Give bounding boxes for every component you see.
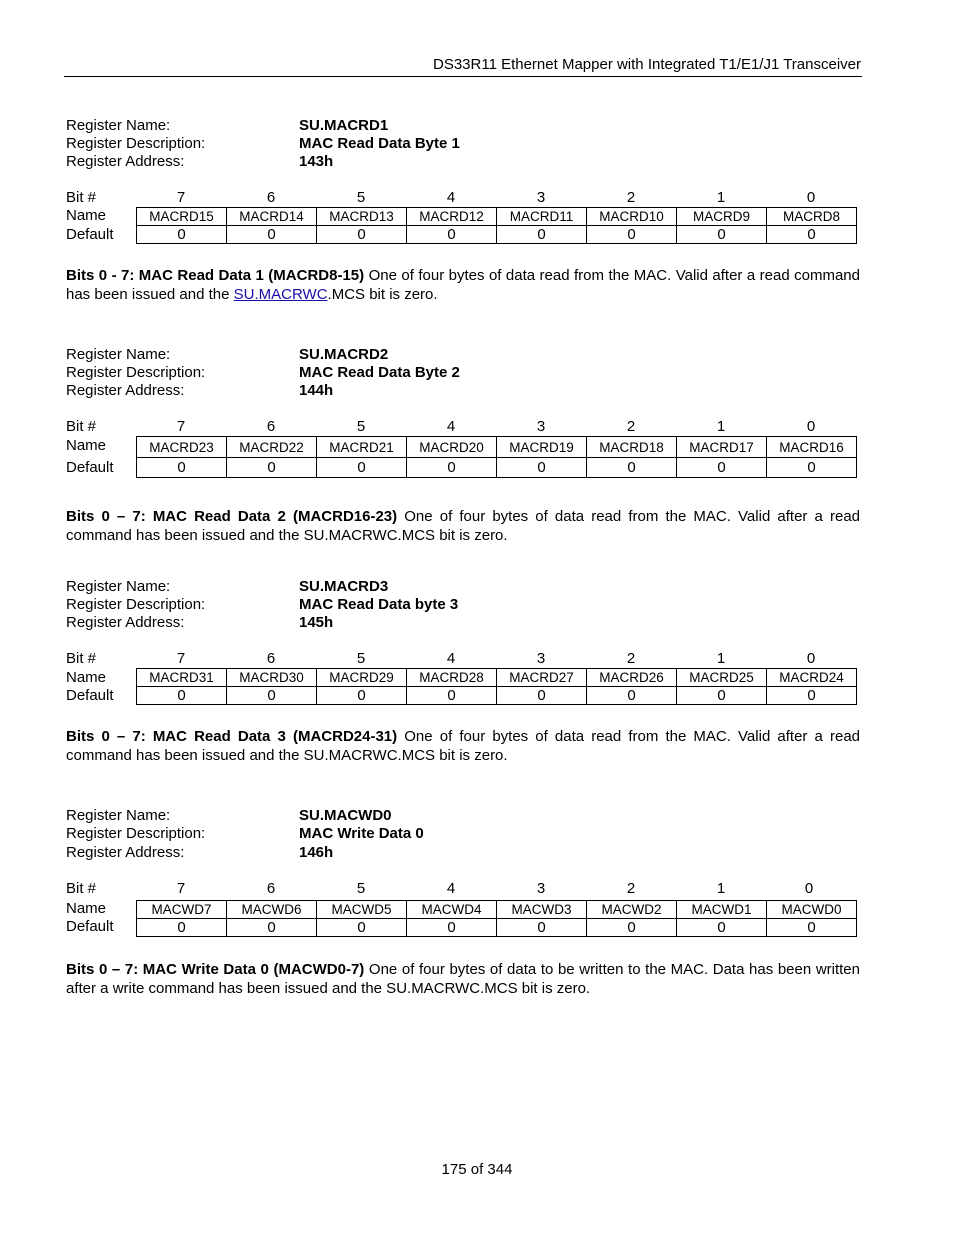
- default-cell: 0: [497, 458, 587, 478]
- default-cell: 0: [767, 458, 857, 478]
- register-name-value: SU.MACRD1: [299, 117, 389, 134]
- register-name-label: Register Name:: [66, 578, 171, 595]
- bit-number: 1: [716, 418, 726, 435]
- bit-name-cell: MACRD29: [317, 669, 407, 687]
- bit-number: 2: [626, 418, 636, 435]
- bit-number: 1: [716, 189, 726, 206]
- bit-number: 6: [266, 189, 276, 206]
- bit-number: 1: [716, 650, 726, 667]
- register-info: [66, 807, 862, 863]
- register-name-label: Register Name:: [66, 807, 171, 824]
- register-info: [66, 578, 862, 634]
- bit-name-cell: MACRD25: [677, 669, 767, 687]
- bit-number: 3: [536, 189, 546, 206]
- bit-number: 6: [266, 418, 276, 435]
- bit-name-cell: MACRD31: [137, 669, 227, 687]
- register-name-value: SU.MACWD0: [299, 807, 392, 824]
- bit-number: 3: [536, 418, 546, 435]
- default-cell: 0: [587, 687, 677, 705]
- register-block-macrd2: [66, 346, 862, 545]
- register-bit-table: [136, 900, 857, 937]
- bit-name-row: [137, 437, 857, 458]
- bit-numbers: [136, 650, 856, 668]
- bit-name-cell: MACWD0: [767, 901, 857, 919]
- bit-number: 7: [176, 189, 186, 206]
- bit-table: [66, 189, 862, 245]
- default-cell: 0: [407, 458, 497, 478]
- bit-numbers: [136, 880, 852, 898]
- register-name-value: SU.MACRD2: [299, 346, 389, 363]
- register-description-value: MAC Read Data Byte 2: [299, 364, 460, 381]
- bit-name-cell: MACRD9: [677, 208, 767, 226]
- default-row: [137, 226, 857, 244]
- bit-description-heading: Bits 0 – 7: MAC Write Data 0 (MACWD0-7): [66, 961, 365, 978]
- bit-name-cell: MACRD11: [497, 208, 587, 226]
- default-cell: 0: [677, 687, 767, 705]
- default-row: [137, 458, 857, 478]
- bit-number: 6: [266, 650, 276, 667]
- bit-name-cell: MACRD28: [407, 669, 497, 687]
- default-cell: 0: [137, 226, 227, 244]
- name-row-label: Name: [66, 207, 107, 224]
- default-cell: 0: [497, 226, 587, 244]
- default-cell: 0: [317, 458, 407, 478]
- default-row-label: Default: [66, 226, 114, 243]
- register-address-label: Register Address:: [66, 382, 185, 399]
- bit-name-cell: MACWD1: [677, 901, 767, 919]
- default-cell: 0: [767, 687, 857, 705]
- bit-row-label: Bit #: [66, 650, 97, 667]
- register-address-value: 143h: [299, 153, 334, 170]
- register-block-macwd0: [66, 807, 862, 998]
- default-row-label: Default: [66, 687, 114, 704]
- bit-name-cell: MACRD26: [587, 669, 677, 687]
- register-bit-table: [136, 436, 857, 478]
- bit-table: [66, 880, 862, 936]
- default-cell: 0: [317, 687, 407, 705]
- bit-description: [66, 508, 860, 545]
- register-address-value: 144h: [299, 382, 334, 399]
- bit-number: 2: [626, 189, 636, 206]
- bit-name-cell: MACRD16: [767, 437, 857, 458]
- bit-name-cell: MACWD3: [497, 901, 587, 919]
- bit-row-label: Bit #: [66, 418, 97, 435]
- default-cell: 0: [497, 687, 587, 705]
- default-cell: 0: [587, 458, 677, 478]
- page-header: [64, 54, 862, 77]
- bit-number: 1: [716, 880, 726, 897]
- register-address-label: Register Address:: [66, 614, 185, 631]
- default-cell: 0: [767, 226, 857, 244]
- default-cell: 0: [227, 226, 317, 244]
- page-number: 175 of 344: [441, 1161, 513, 1178]
- bit-name-cell: MACRD10: [587, 208, 677, 226]
- bit-number: 0: [806, 189, 816, 206]
- register-description-value: MAC Read Data byte 3: [299, 596, 459, 613]
- register-block-macrd3: [66, 578, 862, 765]
- bit-description-text: One of four bytes of data read from the MAC. Valid after a read command has been issued and the SU.MACRWC.MCS bit is zero.: [66, 508, 861, 544]
- bit-name-cell: MACRD14: [227, 208, 317, 226]
- bit-description: [66, 267, 860, 304]
- bit-number: 3: [536, 650, 546, 667]
- default-cell: 0: [677, 919, 767, 937]
- register-name-label: Register Name:: [66, 117, 171, 134]
- register-description-label: Register Description:: [66, 135, 206, 152]
- bit-number: 0: [806, 650, 816, 667]
- register-description-value: MAC Read Data Byte 1: [299, 135, 460, 152]
- default-cell: 0: [587, 226, 677, 244]
- default-row: [137, 687, 857, 705]
- bit-description-text: One of four bytes of data to be written to the MAC. Data has been written after a write command has been issued and the SU.MACRWC.MCS bit is zero.: [66, 961, 860, 997]
- bit-name-cell: MACWD7: [137, 901, 227, 919]
- bit-name-row: [137, 901, 857, 919]
- register-bit-table: [136, 207, 857, 244]
- default-cell: 0: [677, 458, 767, 478]
- register-description-label: Register Description:: [66, 825, 206, 842]
- default-cell: 0: [317, 919, 407, 937]
- default-cell: 0: [227, 687, 317, 705]
- bit-description: [66, 728, 860, 765]
- bit-name-cell: MACRD23: [137, 437, 227, 458]
- default-cell: 0: [137, 458, 227, 478]
- bit-description-text: One of four bytes of data read from the MAC. Valid after a read command has been issued and the: [66, 267, 860, 303]
- register-address-label: Register Address:: [66, 844, 185, 861]
- bit-row-label: Bit #: [66, 880, 97, 897]
- su-macrwc-link[interactable]: SU.MACRWC: [233, 285, 328, 303]
- default-cell: 0: [137, 919, 227, 937]
- bit-number: 5: [356, 418, 366, 435]
- bit-numbers: [136, 189, 856, 207]
- bit-number: 4: [446, 418, 456, 435]
- bit-description: [66, 961, 860, 998]
- bit-name-cell: MACRD27: [497, 669, 587, 687]
- register-description-value: MAC Write Data 0: [299, 825, 424, 842]
- default-row: [137, 919, 857, 937]
- name-row-label: Name: [66, 437, 107, 454]
- bit-number: 4: [446, 189, 456, 206]
- bit-name-cell: MACWD4: [407, 901, 497, 919]
- bit-name-cell: MACRD18: [587, 437, 677, 458]
- default-cell: 0: [407, 919, 497, 937]
- bit-description-tail: .MCS bit is zero.: [327, 285, 438, 303]
- register-info: [66, 117, 862, 173]
- register-description-label: Register Description:: [66, 364, 206, 381]
- bit-number: 7: [176, 880, 186, 897]
- bit-numbers: [136, 418, 856, 436]
- bit-number: 0: [804, 880, 814, 897]
- bit-number: 7: [176, 650, 186, 667]
- bit-name-cell: MACRD12: [407, 208, 497, 226]
- bit-name-cell: MACRD15: [137, 208, 227, 226]
- bit-number: 3: [536, 880, 546, 897]
- bit-name-cell: MACRD20: [407, 437, 497, 458]
- name-row-label: Name: [66, 900, 107, 917]
- bit-number: 5: [356, 880, 366, 897]
- bit-name-cell: MACRD30: [227, 669, 317, 687]
- register-address-value: 146h: [299, 844, 334, 861]
- bit-table: [66, 650, 862, 706]
- default-cell: 0: [587, 919, 677, 937]
- bit-number: 5: [356, 189, 366, 206]
- register-address-value: 145h: [299, 614, 334, 631]
- default-cell: 0: [317, 226, 407, 244]
- register-bit-table: [136, 668, 857, 705]
- bit-number: 2: [626, 880, 636, 897]
- bit-description-heading: Bits 0 – 7: MAC Read Data 2 (MACRD16-23): [66, 508, 398, 525]
- default-cell: 0: [767, 919, 857, 937]
- bit-row-label: Bit #: [66, 189, 97, 206]
- name-row-label: Name: [66, 669, 107, 686]
- bit-name-cell: MACRD22: [227, 437, 317, 458]
- bit-name-cell: MACWD6: [227, 901, 317, 919]
- bit-table: [66, 418, 862, 480]
- bit-name-row: [137, 208, 857, 226]
- register-name-label: Register Name:: [66, 346, 171, 363]
- bit-name-cell: MACRD19: [497, 437, 587, 458]
- bit-name-cell: MACRD13: [317, 208, 407, 226]
- bit-number: 5: [356, 650, 366, 667]
- default-cell: 0: [677, 226, 767, 244]
- bit-name-cell: MACRD17: [677, 437, 767, 458]
- default-cell: 0: [497, 919, 587, 937]
- bit-number: 4: [446, 650, 456, 667]
- bit-name-cell: MACWD2: [587, 901, 677, 919]
- register-description-label: Register Description:: [66, 596, 206, 613]
- bit-name-cell: MACRD24: [767, 669, 857, 687]
- bit-description-text: One of four bytes of data read from the MAC. Valid after a read command has been issued and the SU.MACRWC.MCS bit is zero.: [66, 728, 861, 764]
- default-cell: 0: [137, 687, 227, 705]
- bit-number: 6: [266, 880, 276, 897]
- default-cell: 0: [227, 458, 317, 478]
- default-row-label: Default: [66, 918, 114, 935]
- default-row-label: Default: [66, 459, 114, 476]
- bit-name-row: [137, 669, 857, 687]
- bit-number: 4: [446, 880, 456, 897]
- default-cell: 0: [227, 919, 317, 937]
- bit-number: 0: [806, 418, 816, 435]
- default-cell: 0: [407, 687, 497, 705]
- bit-name-cell: MACWD5: [317, 901, 407, 919]
- bit-number: 2: [626, 650, 636, 667]
- bit-description-heading: Bits 0 – 7: MAC Read Data 3 (MACRD24-31): [66, 728, 398, 745]
- register-info: [66, 346, 862, 402]
- register-block-macrd1: [66, 117, 862, 304]
- register-name-value: SU.MACRD3: [299, 578, 389, 595]
- bit-name-cell: MACRD8: [767, 208, 857, 226]
- document-title: DS33R11 Ethernet Mapper with Integrated T1/E1/J1 Transceiver: [432, 56, 861, 73]
- bit-name-cell: MACRD21: [317, 437, 407, 458]
- default-cell: 0: [407, 226, 497, 244]
- bit-number: 7: [176, 418, 186, 435]
- register-address-label: Register Address:: [66, 153, 185, 170]
- bit-description-heading: Bits 0 - 7: MAC Read Data 1 (MACRD8-15): [66, 267, 365, 284]
